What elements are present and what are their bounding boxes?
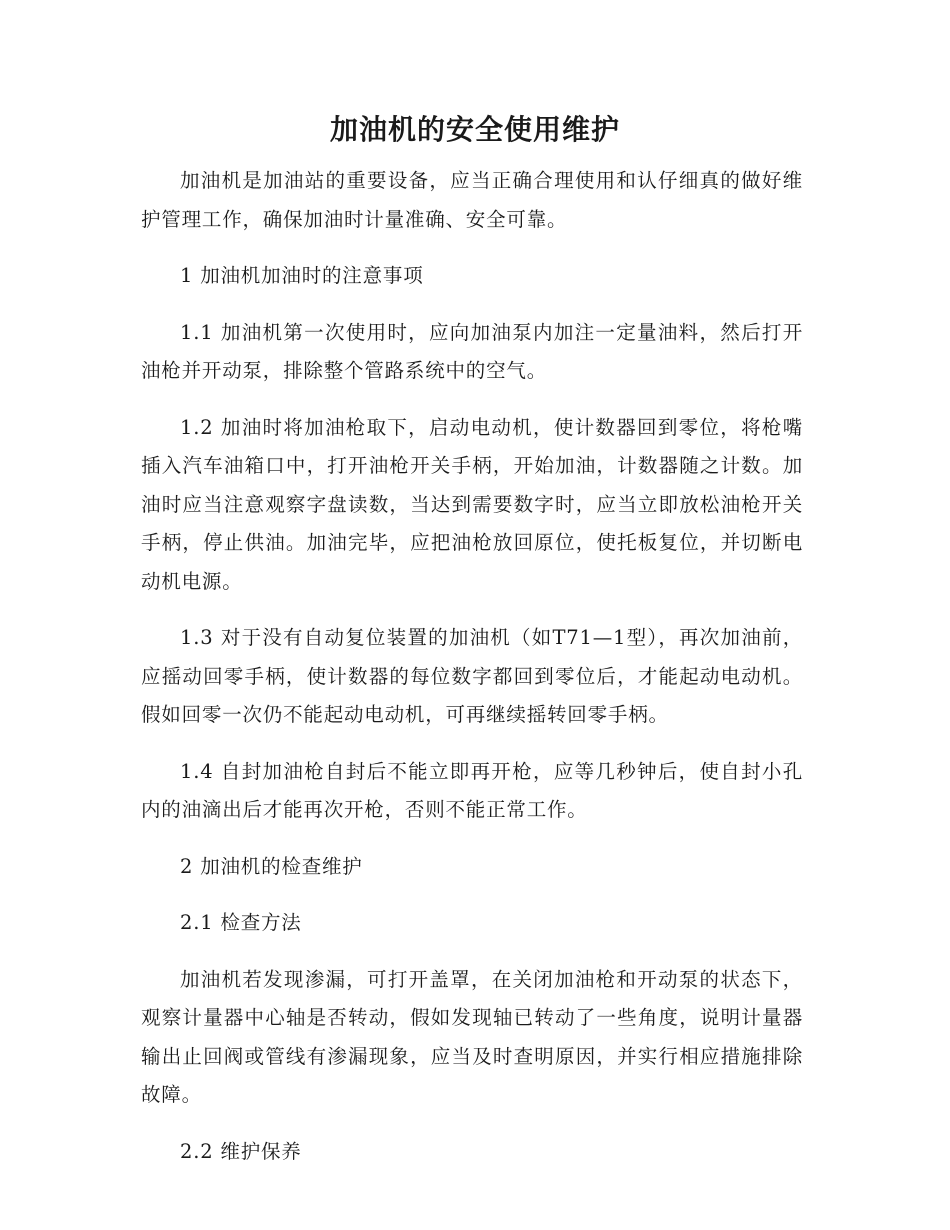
subsection-heading-2-2: 2.2 维护保养	[180, 1139, 302, 1163]
document-body	[141, 162, 803, 1189]
paragraph-2-1: 加油机若发现渗漏，可打开盖罩，在关闭加油枪和开动泵的状态下，观察计量器中心轴是否转动，假如发现轴已转动了一些角度，说明计量器输出止回阀或管线有渗漏现象，应当及时查明原因，并实行相应措施排除故障。	[141, 967, 803, 1106]
section-heading-2: 2 加油机的检查维护	[180, 854, 363, 878]
document-title: 加油机的安全使用维护	[329, 113, 620, 146]
paragraph-1-2: 1.2 加油时将加油枪取下，启动电动机，使计数器回到零位，将枪嘴插入汽车油箱口中，打开油枪开关手柄，开始加油，计数器随之计数。加油时应当注意观察字盘读数，当达到需要数字时，应当立即放松油枪开关手柄，停止供油。加油完毕，应把油枪放回原位，使托板复位，并切断电动机电源。	[141, 415, 803, 593]
subsection-heading-2-1: 2.1 检查方法	[180, 911, 302, 934]
paragraph-intro: 加油机是加油站的重要设备，应当正确合理使用和认仔细真的做好维护管理工作，确保加油时计量准确、安全可靠。	[141, 169, 803, 231]
paragraph-1-3: 1.3 对于没有自动复位装置的加油机（如T71—1型），再次加油前，应摇动回零手柄，使计数器的每位数字都回到零位后，才能起动电动机。假如回零一次仍不能起动电动机，可再继续摇转回零手柄。	[141, 626, 803, 726]
paragraph-1-4: 1.4 自封加油枪自封后不能立即再开枪，应等几秒钟后，使自封小孔内的油滴出后才能再次开枪，否则不能正常工作。	[141, 759, 803, 821]
paragraph-1-1: 1.1 加油机第一次使用时，应向加油泵内加注一定量油料，然后打开油枪并开动泵，排除整个管路系统中的空气。	[141, 320, 803, 382]
section-heading-1: 1 加油机加油时的注意事项	[180, 264, 424, 287]
